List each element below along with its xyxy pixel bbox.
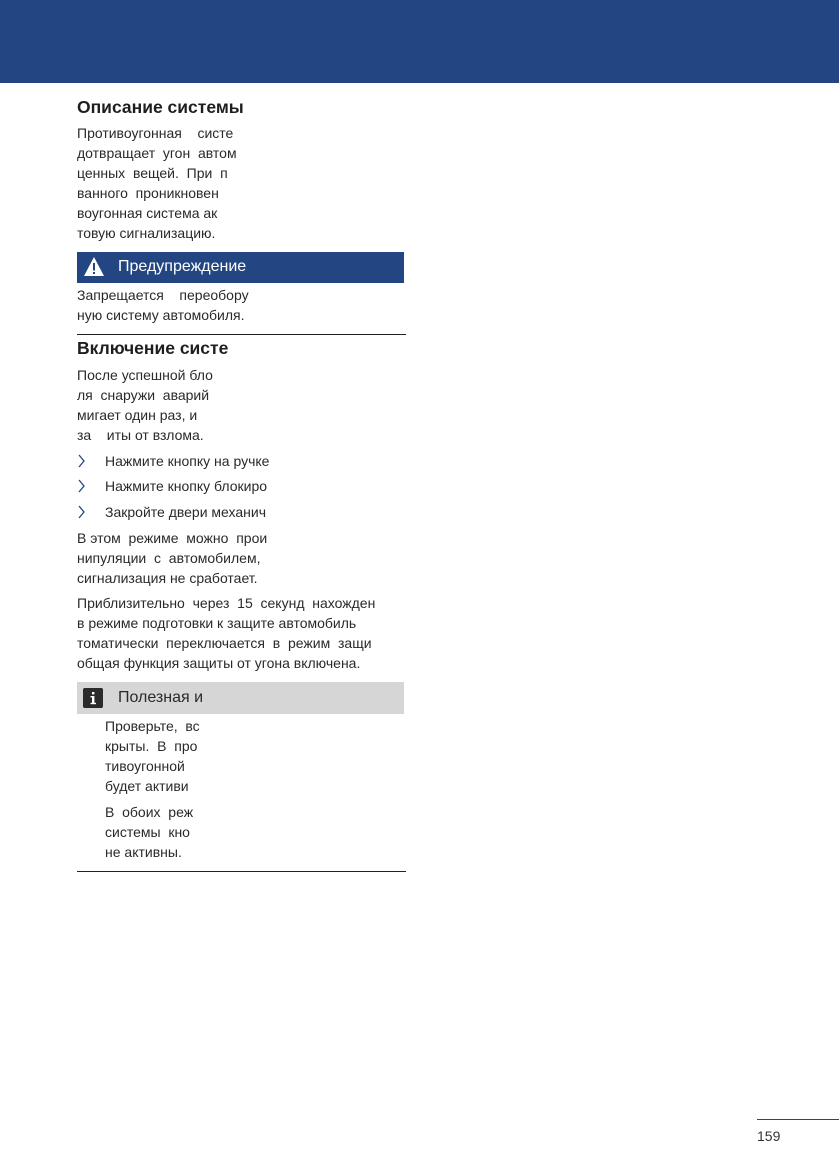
warning-triangle-icon bbox=[83, 256, 105, 278]
text-line: В этом режиме можно прои bbox=[77, 530, 268, 546]
list-item-text: Закройте двери механич bbox=[105, 504, 266, 520]
text-line: ванного проникновен bbox=[77, 185, 219, 201]
warning-banner bbox=[77, 252, 404, 283]
text-line: в режиме подготовки к защите автомобиль bbox=[77, 615, 357, 631]
text-line: Проверьте, вс bbox=[105, 718, 200, 734]
text-line: ную систему автомобиля. bbox=[77, 307, 245, 323]
text-line: нипуляции с автомобилем, bbox=[77, 550, 261, 566]
chevron-right-icon bbox=[77, 502, 87, 522]
text-line: тивоугонной bbox=[105, 758, 185, 774]
info-label: Полезная и bbox=[118, 689, 204, 706]
text-line: мигает один раз, и bbox=[77, 407, 198, 423]
text-line: Запрещается переобору bbox=[77, 287, 249, 303]
text-line: томатически переключается в режим защи bbox=[77, 635, 372, 651]
info-paragraph-1 bbox=[105, 716, 245, 796]
text-line: системы кно bbox=[105, 824, 190, 840]
text-line: ценных вещей. При п bbox=[77, 165, 228, 181]
warning-paragraph bbox=[77, 285, 406, 325]
text-line: В обоих реж bbox=[105, 804, 194, 820]
list-item-text: Нажмите кнопку блокиро bbox=[105, 478, 268, 494]
list-item-text: Нажмите кнопку на ручке bbox=[105, 453, 270, 469]
text-line: будет активи bbox=[105, 778, 189, 794]
section2-paragraph-3 bbox=[77, 593, 406, 673]
section1-paragraph bbox=[77, 123, 406, 243]
text-line: сигнализация не сработает. bbox=[77, 570, 258, 586]
section-heading-system-activation bbox=[77, 337, 406, 359]
text-line: за иты от взлома. bbox=[77, 427, 204, 443]
footer-rule bbox=[757, 1119, 839, 1120]
text-line: не активны. bbox=[105, 844, 182, 860]
heading-text: Включение систе bbox=[77, 338, 229, 358]
section-heading-system-description bbox=[77, 96, 406, 118]
text-line: Противоугонная систе bbox=[77, 125, 234, 141]
text-line: дотвращает угон автом bbox=[77, 145, 237, 161]
section2-paragraph bbox=[77, 365, 406, 445]
info-icon bbox=[83, 688, 103, 708]
section-divider bbox=[77, 871, 406, 872]
text-line: общая функция защиты от угона включена. bbox=[77, 655, 361, 671]
info-banner bbox=[77, 682, 404, 714]
chevron-right-icon bbox=[77, 476, 87, 496]
section2-paragraph-2 bbox=[77, 528, 406, 588]
text-line: товую сигнализацию. bbox=[77, 225, 216, 241]
chevron-right-icon bbox=[77, 451, 87, 471]
section-divider bbox=[77, 334, 406, 335]
text-line: Приблизительно через 15 секунд нахожден bbox=[77, 595, 376, 611]
page-number: 159 bbox=[757, 1128, 781, 1144]
warning-label: Предупреждение bbox=[118, 258, 247, 275]
text-line: крыты. В про bbox=[105, 738, 198, 754]
text-line: воугонная система ак bbox=[77, 205, 218, 221]
heading-text: Описание системы bbox=[77, 97, 244, 117]
header-banner bbox=[0, 0, 839, 83]
text-line: После успешной бло bbox=[77, 367, 213, 383]
info-paragraph-2 bbox=[105, 802, 245, 862]
text-line: ля снаружи аварий bbox=[77, 387, 210, 403]
